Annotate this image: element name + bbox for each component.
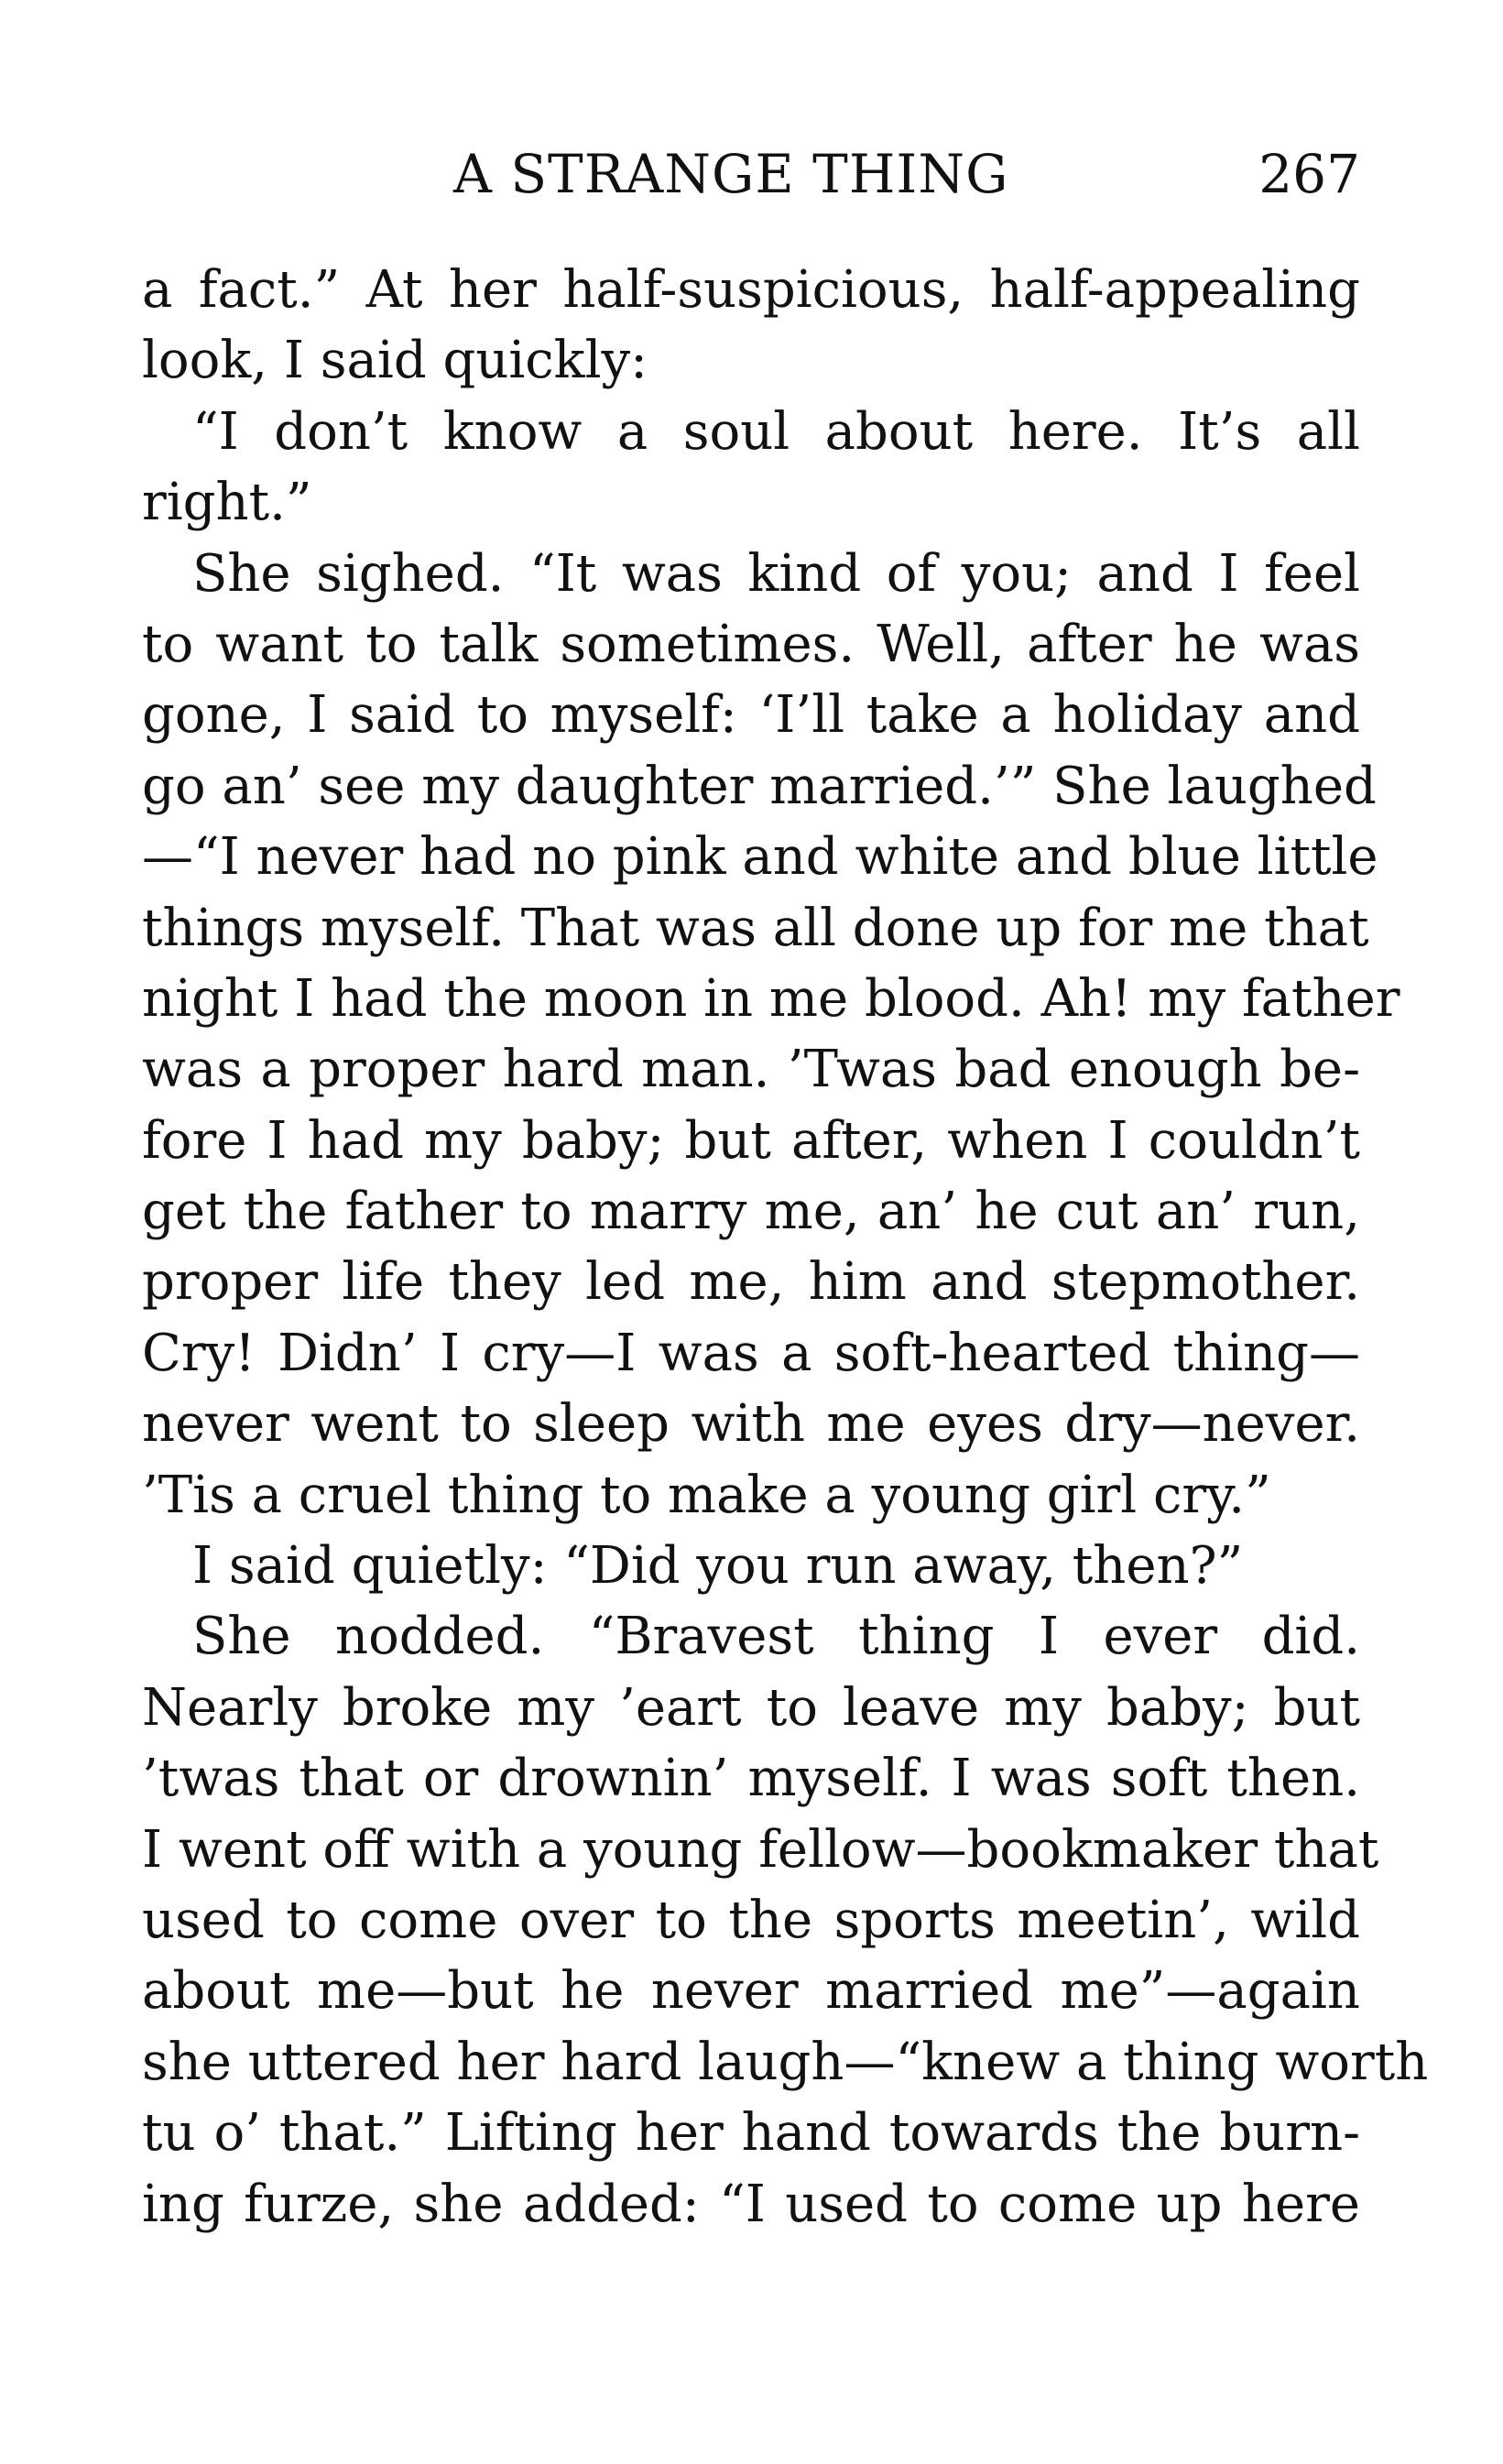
running-title: A STRANGE THING bbox=[453, 143, 1009, 205]
text-line: she uttered her hard laugh—“knew a thing worth bbox=[142, 2032, 1429, 2092]
text-line: look, I said quickly: bbox=[142, 331, 648, 391]
text-line: get the father to marry me, an’ he cut an’ run, bbox=[142, 1182, 1360, 1242]
text-line: gone, I said to myself: ‘I’ll take a holiday and bbox=[142, 685, 1360, 746]
text-line: never went to sleep with me eyes dry—never. bbox=[142, 1394, 1360, 1455]
text-line: She nodded. “Bravest thing I ever did. bbox=[192, 1607, 1360, 1667]
page-number: 267 bbox=[1258, 143, 1360, 205]
text-line: ’twas that or drownin’ myself. I was soft then. bbox=[142, 1749, 1360, 1809]
text-line: Nearly broke my ’eart to leave my baby; but bbox=[142, 1677, 1360, 1738]
page-header bbox=[142, 137, 1360, 211]
text-line: ing furze, she added: “I used to come up here bbox=[142, 2174, 1360, 2234]
text-line: things myself. That was all done up for me that bbox=[142, 898, 1369, 958]
text-line: night I had the moon in me blood. Ah! my father bbox=[142, 968, 1400, 1029]
text-line: go an’ see my daughter married.’” She laughed bbox=[142, 756, 1377, 816]
body-text bbox=[142, 255, 1429, 2240]
text-line: “I don’t know a soul about here. It’s all bbox=[192, 401, 1360, 462]
text-line: was a proper hard man. ’Twas bad enough be- bbox=[142, 1040, 1360, 1100]
text-line: fore I had my baby; but after, when I couldn’t bbox=[142, 1110, 1360, 1171]
text-line: used to come over to the sports meetin’, wild bbox=[142, 1890, 1360, 1950]
text-line: I went off with a young fellow—bookmaker that bbox=[142, 1819, 1379, 1880]
text-line: to want to talk sometimes. Well, after he was bbox=[142, 614, 1360, 674]
text-line: ’Tis a cruel thing to make a young girl cry.” bbox=[142, 1465, 1271, 1525]
text-line: about me—but he never married me”—again bbox=[142, 1961, 1360, 2022]
text-line: I said quietly: “Did you run away, then?” bbox=[192, 1536, 1244, 1597]
text-line: Cry! Didn’ I cry—I was a soft-hearted thing— bbox=[142, 1323, 1360, 1383]
text-line: tu o’ that.” Lifting her hand towards the burn- bbox=[142, 2103, 1360, 2164]
text-line: right.” bbox=[142, 473, 312, 533]
text-line: proper life they led me, him and stepmother. bbox=[142, 1252, 1360, 1313]
text-line: a fact.” At her half-suspicious, half-appealing bbox=[142, 260, 1360, 320]
text-line: —“I never had no pink and white and blue little bbox=[142, 827, 1378, 888]
text-line: She sighed. “It was kind of you; and I feel bbox=[192, 543, 1360, 604]
